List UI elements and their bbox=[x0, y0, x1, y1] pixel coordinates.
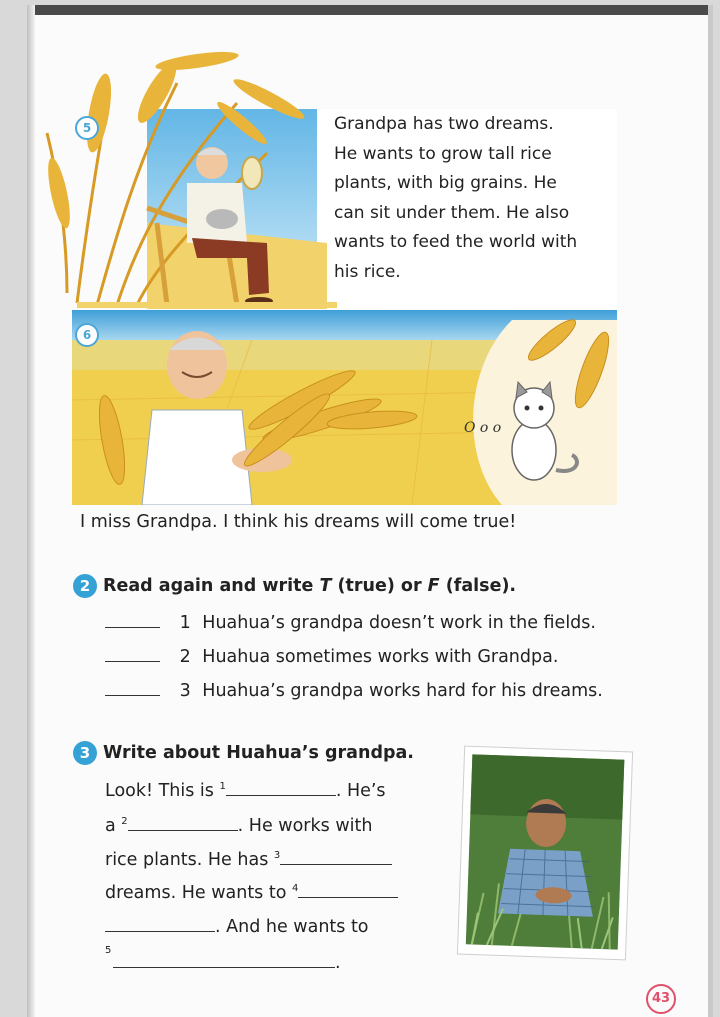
true-desc: (true) or bbox=[331, 576, 428, 596]
write-line-5 bbox=[105, 917, 369, 937]
write-blank-4-continued[interactable] bbox=[105, 931, 215, 932]
answer-blank-1[interactable] bbox=[105, 627, 160, 628]
panel-5-line: his rice. bbox=[334, 261, 401, 282]
write-text: . bbox=[335, 953, 341, 973]
textbook-page bbox=[27, 5, 713, 1017]
write-text: . He works with bbox=[237, 816, 373, 836]
write-line-3 bbox=[105, 850, 392, 870]
false-letter: F bbox=[427, 576, 440, 596]
blank-number: 3 bbox=[273, 850, 281, 862]
write-line-2 bbox=[105, 816, 372, 836]
section-2-heading bbox=[73, 574, 516, 598]
false-desc: (false). bbox=[439, 576, 517, 596]
page-top-edge bbox=[27, 5, 713, 15]
page-right-edge bbox=[708, 5, 713, 1017]
tf-item-1 bbox=[105, 613, 596, 633]
write-line-1 bbox=[105, 781, 386, 801]
write-line-6b bbox=[113, 953, 341, 973]
section-3-instruction: Write about Huahua’s grandpa. bbox=[103, 743, 414, 763]
tf-item-number: 2 bbox=[179, 647, 191, 667]
tf-item-3 bbox=[105, 681, 603, 701]
tf-item-number: 3 bbox=[179, 681, 191, 701]
answer-blank-3[interactable] bbox=[105, 695, 160, 696]
write-text: . And he wants to bbox=[215, 917, 369, 937]
tf-item-text: Huahua’s grandpa works hard for his dreams. bbox=[202, 681, 603, 701]
write-blank-3[interactable] bbox=[280, 864, 392, 865]
thought-bubbles: O o o bbox=[464, 420, 502, 436]
write-text: rice plants. He has bbox=[105, 850, 274, 870]
panel-6-number-badge: 6 bbox=[75, 323, 99, 347]
panel-5-line: He wants to grow tall rice bbox=[334, 143, 552, 164]
panel-5-line: can sit under them. He also bbox=[334, 202, 570, 223]
tf-item-text: Huahua’s grandpa doesn’t work in the fields. bbox=[202, 613, 596, 633]
page-number: 43 bbox=[646, 984, 676, 1014]
section-3-heading bbox=[73, 741, 414, 765]
write-text: . He’s bbox=[335, 781, 386, 801]
section-3-number: 3 bbox=[73, 741, 97, 765]
panel-5-line: Grandpa has two dreams. bbox=[334, 114, 554, 134]
tf-item-2 bbox=[105, 647, 558, 667]
answer-blank-2[interactable] bbox=[105, 661, 160, 662]
write-line-6 bbox=[105, 945, 111, 965]
write-blank-5[interactable] bbox=[113, 967, 335, 968]
page-binding-shadow bbox=[27, 5, 35, 1017]
panel-5-number-badge: 5 bbox=[75, 116, 99, 140]
panel-6-illustration bbox=[72, 310, 617, 505]
write-blank-2[interactable] bbox=[128, 830, 238, 831]
tf-item-number: 1 bbox=[179, 613, 191, 633]
write-blank-1[interactable] bbox=[226, 795, 336, 796]
grandpa-photo bbox=[455, 745, 635, 963]
blank-number: 5 bbox=[105, 945, 112, 956]
section-2-instruction-pre: Read again and write bbox=[103, 576, 320, 596]
panel-5-line: wants to feed the world with bbox=[334, 232, 578, 252]
write-text: dreams. He wants to bbox=[105, 883, 292, 903]
write-text: a bbox=[105, 816, 122, 836]
blank-number: 1 bbox=[219, 781, 226, 793]
write-text: Look! This is bbox=[105, 781, 220, 801]
true-letter: T bbox=[319, 576, 332, 596]
write-line-4 bbox=[105, 883, 398, 903]
panel-5-line: plants, with big grains. He bbox=[334, 173, 557, 193]
tf-item-text: Huahua sometimes works with Grandpa. bbox=[202, 647, 559, 667]
blank-number: 2 bbox=[121, 816, 128, 828]
panel-5-text bbox=[334, 110, 624, 287]
story-closing-line: I miss Grandpa. I think his dreams will come true! bbox=[80, 512, 517, 532]
write-blank-4[interactable] bbox=[298, 897, 398, 898]
blank-number: 4 bbox=[292, 883, 299, 895]
section-2-number: 2 bbox=[73, 574, 97, 598]
